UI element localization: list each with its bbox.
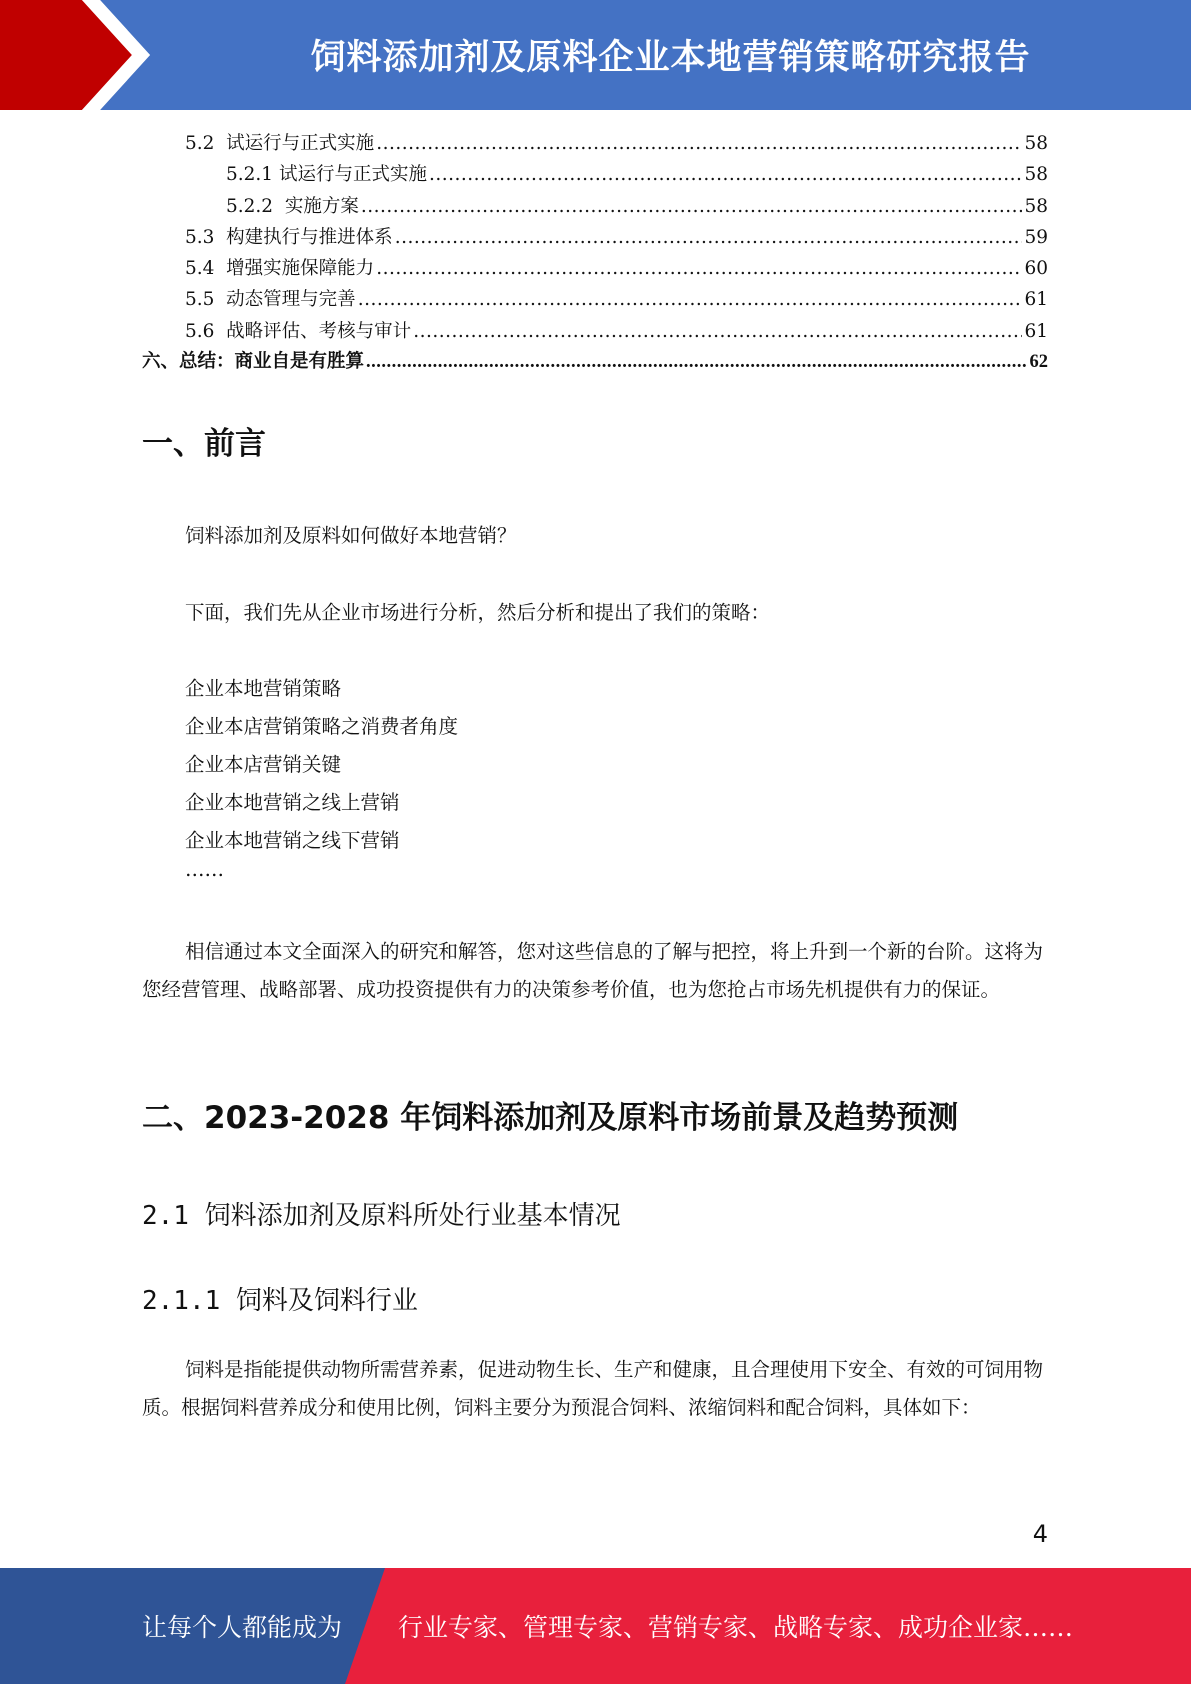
- toc-entry-page: 61: [1024, 289, 1048, 311]
- page-number: 4: [1032, 1520, 1048, 1548]
- toc-entry[interactable]: [142, 253, 1048, 284]
- list-item: ……: [185, 858, 224, 881]
- toc-entry-label: 5.2 试运行与正式实施: [185, 133, 375, 154]
- table-of-contents: [142, 128, 1048, 378]
- toc-entry-page: 58: [1024, 195, 1048, 217]
- list-item: 企业本地营销之线上营销: [185, 791, 400, 814]
- list-item: 企业本店营销关键: [185, 753, 342, 776]
- footer-slogan: 让每个人都能成为: [142, 1613, 343, 1642]
- toc-entry-label: 5.3 构建执行与推进体系: [185, 226, 393, 248]
- list-item: 企业本地营销策略: [185, 677, 342, 700]
- toc-entry-page: 58: [1024, 133, 1048, 154]
- toc-leader-dots: [429, 159, 1022, 190]
- toc-entry-page: 61: [1024, 320, 1048, 342]
- toc-entry-label: 5.6 战略评估、考核与审计: [185, 320, 412, 342]
- report-title: 饲料添加剂及原料企业本地营销策略研究报告: [310, 38, 1031, 78]
- toc-entry[interactable]: [142, 128, 1048, 159]
- toc-entry[interactable]: [142, 316, 1048, 347]
- subsection-heading: 2.1.1 饲料及饲料行业: [142, 1286, 418, 1316]
- toc-leader-dots: [395, 222, 1023, 253]
- toc-leader-dots: [366, 347, 1027, 378]
- toc-entry[interactable]: [142, 284, 1048, 315]
- toc-entry[interactable]: [142, 191, 1048, 222]
- toc-leader-dots: [413, 316, 1022, 347]
- body-text: 饲料添加剂及原料如何做好本地营销？: [185, 524, 517, 547]
- toc-leader-dots: [358, 284, 1023, 315]
- header-arrow-icon: [0, 0, 150, 110]
- body-text: 下面，我们先从企业市场进行分析，然后分析和提出了我们的策略：: [185, 601, 771, 624]
- list-item: 企业本地营销之线下营销: [185, 829, 400, 852]
- page-footer: [0, 1568, 1191, 1684]
- list-item: 企业本店营销策略之消费者角度: [185, 715, 459, 738]
- section-heading: 一、前言: [142, 426, 266, 462]
- toc-entry-label: 5.2.2 实施方案: [226, 195, 359, 217]
- toc-leader-dots: [376, 128, 1022, 159]
- toc-entry-label: 5.2.1 试运行与正式实施: [226, 164, 427, 186]
- toc-entry-page: 62: [1029, 352, 1048, 373]
- subsection-heading: 2.1 饲料添加剂及原料所处行业基本情况: [142, 1201, 621, 1231]
- toc-entry-label: 5.5 动态管理与完善: [185, 289, 356, 311]
- toc-entry[interactable]: [142, 347, 1048, 378]
- toc-leader-dots: [361, 191, 1023, 222]
- toc-entry-page: 58: [1024, 164, 1048, 186]
- toc-entry-page: 59: [1024, 226, 1048, 248]
- page-header: [0, 0, 1191, 110]
- section-heading: 二、2023-2028 年饲料添加剂及原料市场前景及趋势预测: [142, 1100, 959, 1136]
- toc-entry-label: 六、总结：商业自是有胜算: [142, 352, 365, 373]
- body-paragraph: 相信通过本文全面深入的研究和解答，您对这些信息的了解与把控，将上升到一个新的台阶。这将为您经营管理、战略部署、成功投资提供有力的决策参考价值，也为您抢占市场先机提供有力的保证。: [142, 940, 1044, 1001]
- toc-entry[interactable]: [142, 222, 1048, 253]
- footer-tagline: 行业专家、管理专家、营销专家、战略专家、成功企业家……: [398, 1613, 1074, 1642]
- toc-entry-page: 60: [1024, 258, 1048, 280]
- toc-entry[interactable]: [142, 159, 1048, 190]
- toc-leader-dots: [376, 253, 1022, 284]
- toc-entry-label: 5.4 增强实施保障能力: [185, 258, 375, 280]
- body-paragraph: 饲料是指能提供动物所需营养素，促进动物生长、生产和健康，且合理使用下安全、有效的可饲用物质。根据饲料营养成分和使用比例，饲料主要分为预混合饲料、浓缩饲料和配合饲料，具体如下：: [142, 1358, 1044, 1419]
